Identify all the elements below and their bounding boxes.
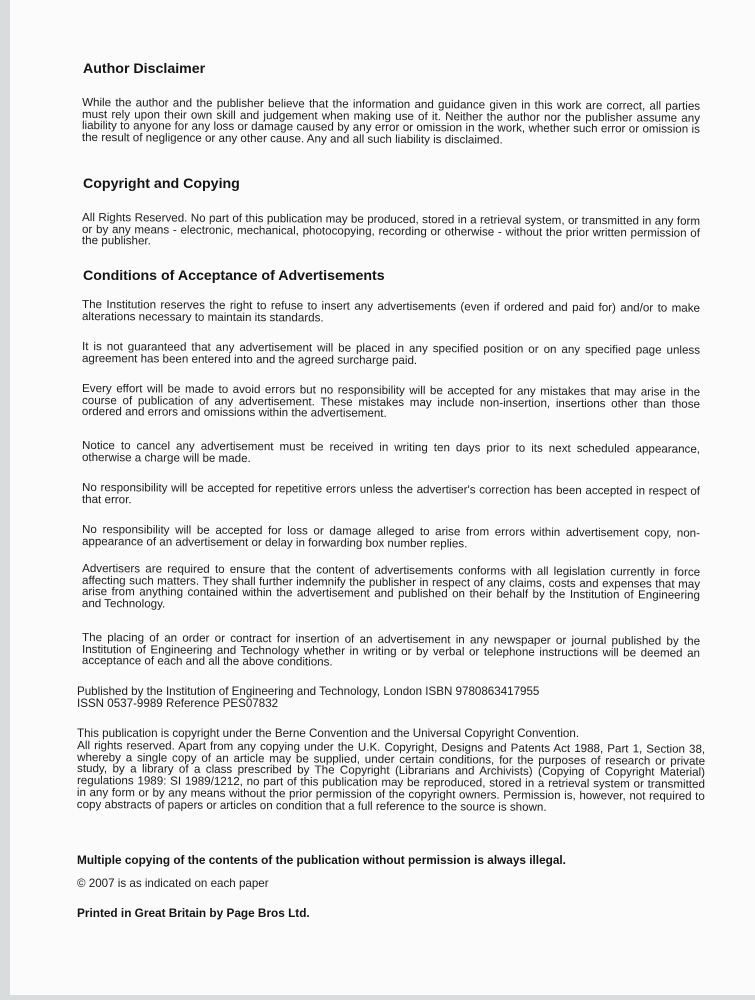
conditions-paragraph: Advertisers are required to ensure that the content of advertisements conforms with all legislation currently in force affecting such matters. They shall further indemnify the publisher in respect of any claims, costs and expenses that may arise from anything contained within the advertisement and published on their behalf by the Institution of Engineering and Technology. <box>81 562 701 611</box>
heading-conditions-of-acceptance: Conditions of Acceptance of Advertisements <box>83 268 385 284</box>
copyright-year: © 2007 is as indicated on each paper <box>77 877 269 890</box>
conditions-paragraph: The placing of an order or contract for insertion of an advertisement in any newspaper or journal published by the Institution of Engineering and Technology whether in writing or by verbal or telephone instructions will be deemed an acceptance of each and all the above conditions. <box>81 631 701 669</box>
copyright-and-copying-text: All Rights Reserved. No part of this publication may be produced, stored in a retrieval system, or transmitted in any form or by any means - electronic, mechanical, photocopying, recording or otherwise - without the prior written permission of the publisher. <box>81 211 701 248</box>
document-page <box>10 0 755 995</box>
copying-warning: Multiple copying of the contents of the publication without permission is always illegal. <box>77 853 566 867</box>
conditions-paragraph: Every effort will be made to avoid errors but no responsibility will be accepted for any mistakes that may arise in the course of publication of any advertisement. These mistakes may include non-insertion, insertions other than those ordered and errors and omissions within the advertisement. <box>81 382 701 421</box>
author-disclaimer-text: While the author and the publisher believe that the information and guidance given in this work are correct, all parties must rely upon their own skill and judgement when making use of it. Neither the author nor the publisher assume any liability to anyone for any loss or damage caused by any error or omission in the work, whether such error or omission is the result of negligence or any other cause. Any and all such liability is disclaimed. <box>81 96 701 147</box>
publication-info-line2: ISSN 0537-9989 Reference PES07832 <box>77 697 279 710</box>
conditions-paragraph: Notice to cancel any advertisement must be received in writing ten days prior to its next scheduled appearance, otherwise a charge will be made. <box>81 439 701 465</box>
conditions-paragraph: No responsibility will be accepted for repetitive errors unless the advertiser's correction has been accepted in respect of that error. <box>81 481 701 507</box>
heading-copyright-and-copying: Copyright and Copying <box>83 176 240 192</box>
conditions-paragraph: The Institution reserves the right to refuse to insert any advertisements (even if ordered and paid for) and/or to make alterations necessary to maintain its standards. <box>81 298 701 325</box>
publication-info-line1: Published by the Institution of Engineering and Technology, London ISBN 9780863417955 <box>77 685 540 698</box>
heading-author-disclaimer: Author Disclaimer <box>83 61 206 77</box>
conditions-paragraph: No responsibility will be accepted for loss or damage alleged to arise from errors within advertisement copy, non-appearance of an advertisement or delay in forwarding box number replies. <box>81 523 701 551</box>
printer-info: Printed in Great Britain by Page Bros Ltd. <box>77 906 310 920</box>
conditions-paragraph: It is not guaranteed that any advertisement will be placed in any specified position or on any specified page unless agreement has been entered into and the agreed surcharge paid. <box>81 340 701 367</box>
copyright-notice-body: All rights reserved. Apart from any copying under the U.K. Copyright, Designs and Patents Act 1988, Part 1, Section 38, whereby a single copy of an article may be supplied, under certain conditions, for the purposes of research or private study, by a library of a class prescribed by The Copyright (Librarians and Archivists) (Copying of Copyright Material) regulations 1989: SI 1989/1212, no part of this publication may be reproduced, stored in a retrieval system or transmitted in any form or by any means without the prior permission of the copyright owners. Permission is, however, not required to copy abstracts of papers or articles on condition that a full reference to the source is shown. <box>76 739 706 814</box>
copyright-notice-line1: This publication is copyright under the Berne Convention and the Universal Copyright Convention. <box>77 727 580 740</box>
